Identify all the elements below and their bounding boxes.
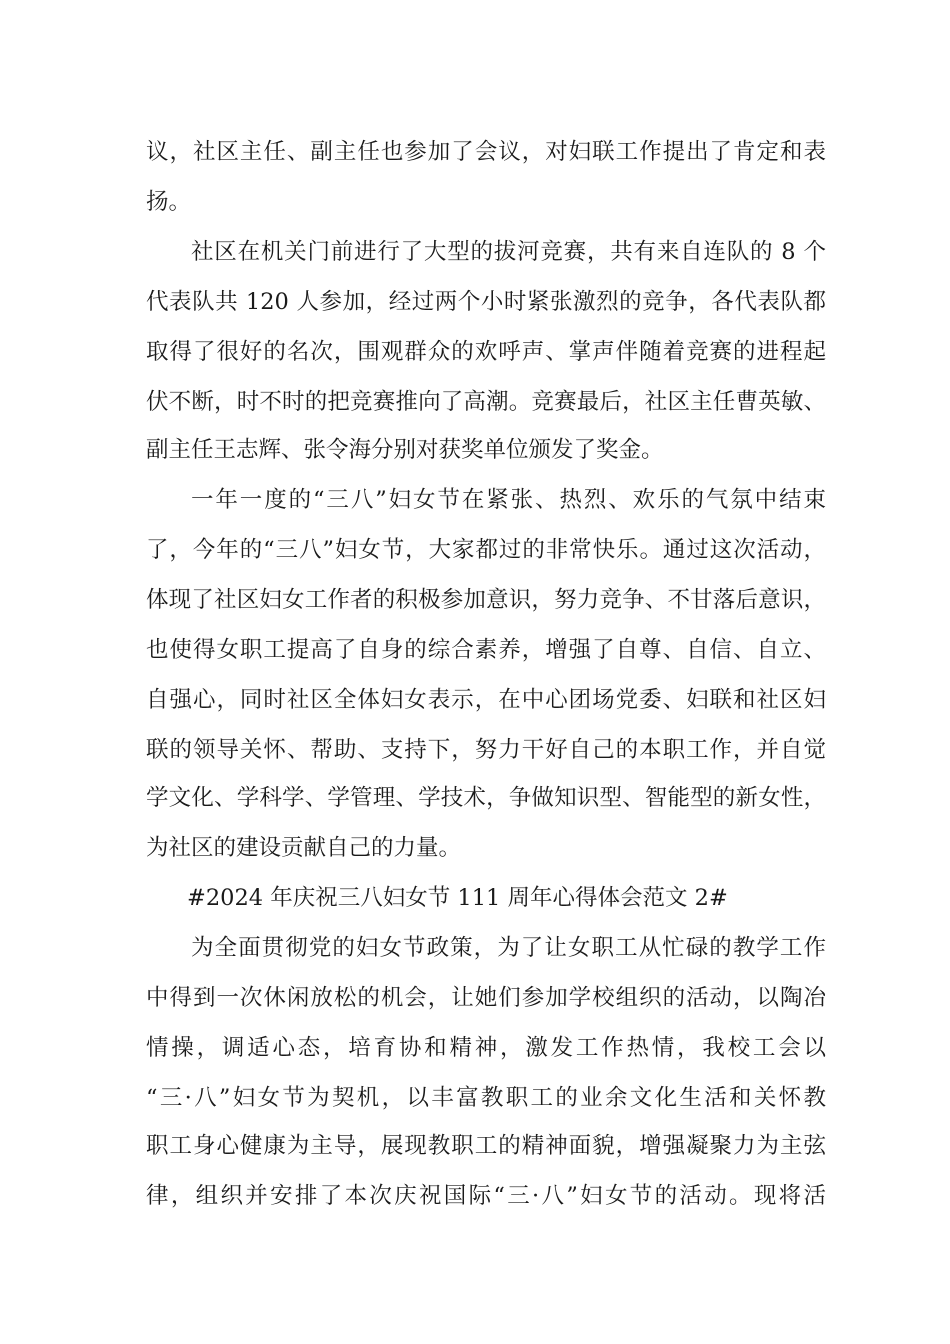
- text-line: 为社区的建设贡献自己的力量。: [146, 835, 462, 861]
- text-line: 副主任王志辉、张令海分别对获奖单位颁发了奖金。: [146, 437, 664, 463]
- text-line: 伏不断，时不时的把竞赛推向了高潮。竞赛最后，社区主任曹英敏、: [146, 389, 826, 415]
- section-heading: #2024 年庆祝三八妇女节 111 周年心得体会范文 2#: [187, 885, 728, 911]
- text-line: 联的领导关怀、帮助、支持下，努力干好自己的本职工作，并自觉: [146, 737, 826, 763]
- text-line: 取得了很好的名次，围观群众的欢呼声、掌声伴随着竞赛的进程起: [146, 339, 826, 365]
- text-line: 职工身心健康为主导，展现教职工的精神面貌，增强凝聚力为主弦: [146, 1133, 826, 1159]
- text-line: 代表队共 120 人参加，经过两个小时紧张激烈的竞争，各代表队都: [146, 289, 826, 315]
- paragraph-first-line: 为全面贯彻党的妇女节政策，为了让女职工从忙碌的教学工作: [191, 935, 826, 961]
- text-line: 也使得女职工提高了自身的综合素养，增强了自尊、自信、自立、: [146, 637, 826, 663]
- text-line: 中得到一次休闲放松的机会，让她们参加学校组织的活动，以陶冶: [146, 985, 826, 1011]
- text-line: 律，组织并安排了本次庆祝国际“三·八”妇女节的活动。现将活: [146, 1183, 826, 1209]
- text-line: 情操，调适心态，培育协和精神，激发工作热情，我校工会以: [146, 1035, 826, 1061]
- paragraph-first-line: 社区在机关门前进行了大型的拔河竞赛，共有来自连队的 8 个: [191, 239, 826, 265]
- text-line: 扬。: [146, 189, 192, 215]
- text-line: 议，社区主任、副主任也参加了会议，对妇联工作提出了肯定和表: [146, 139, 826, 165]
- text-line: 了，今年的“三八”妇女节，大家都过的非常快乐。通过这次活动，: [146, 537, 826, 563]
- text-line: 体现了社区妇女工作者的积极参加意识，努力竞争、不甘落后意识，: [146, 587, 826, 613]
- text-line: 学文化、学科学、学管理、学技术，争做知识型、智能型的新女性，: [146, 785, 826, 811]
- text-line: 自强心，同时社区全体妇女表示，在中心团场党委、妇联和社区妇: [146, 687, 826, 713]
- text-line: “三·八”妇女节为契机，以丰富教职工的业余文化生活和关怀教: [146, 1085, 826, 1111]
- paragraph-first-line: 一年一度的“三八”妇女节在紧张、热烈、欢乐的气氛中结束: [191, 487, 826, 513]
